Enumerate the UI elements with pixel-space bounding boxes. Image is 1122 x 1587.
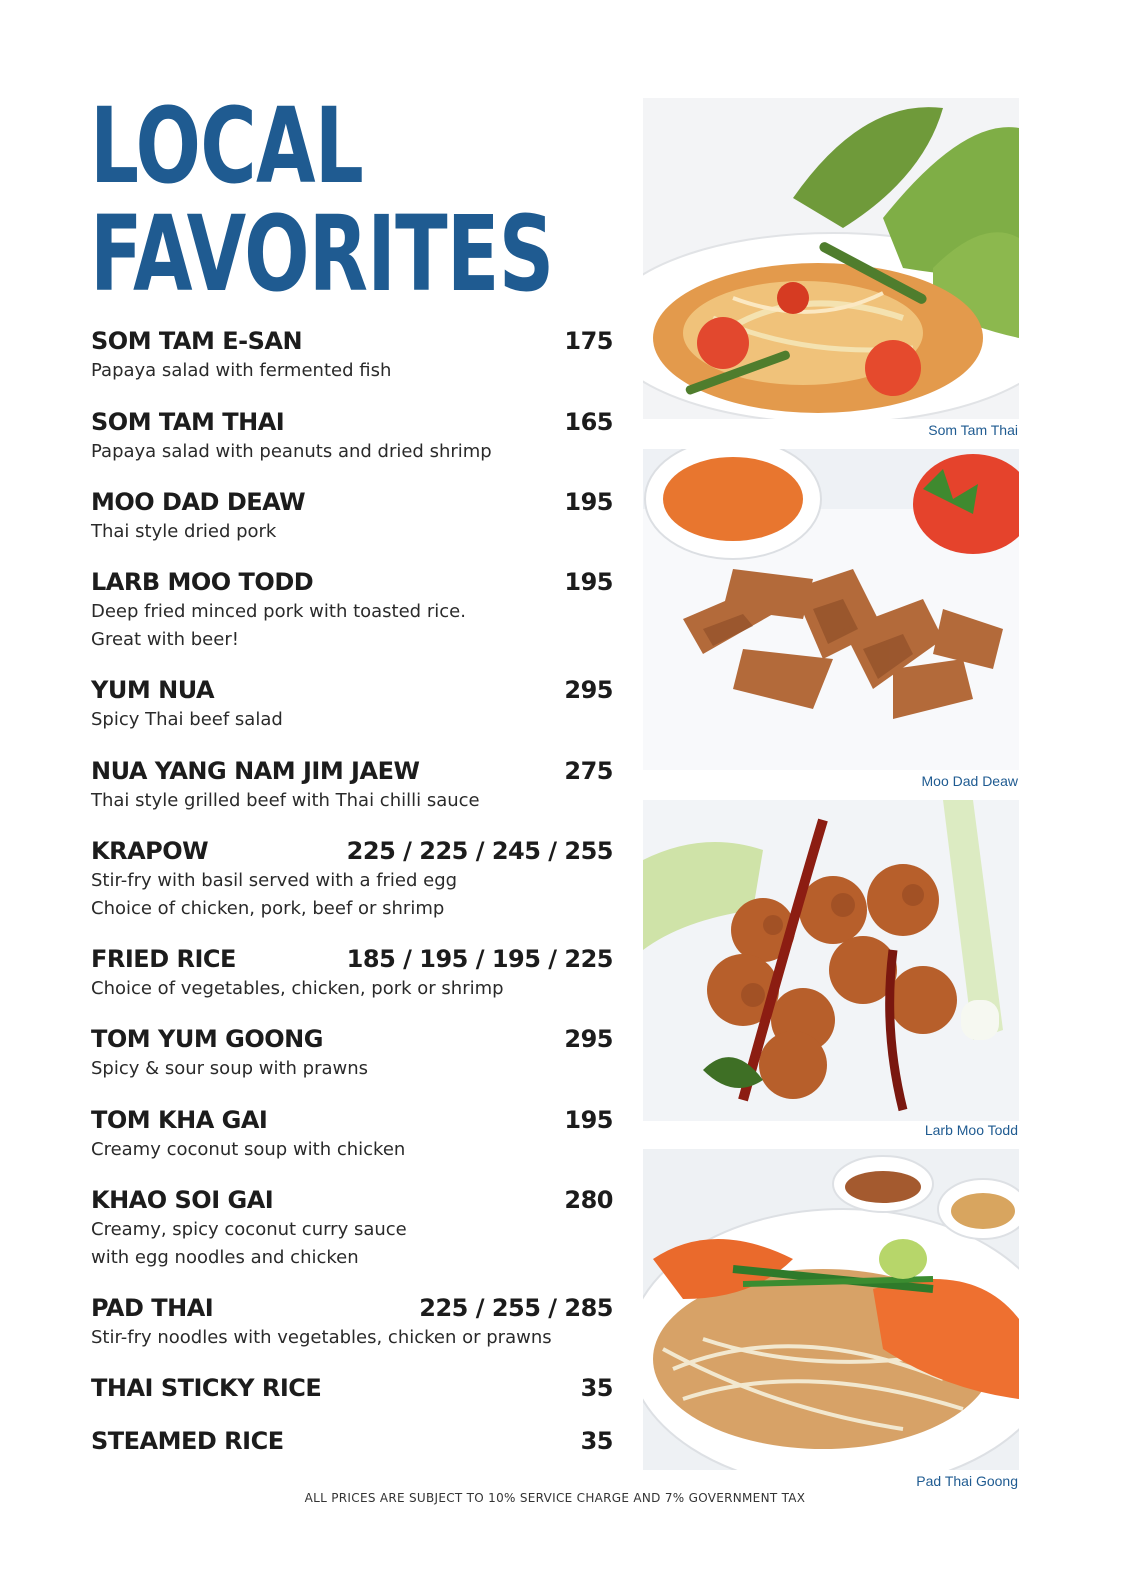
menu-item-moo-dad-deaw <box>91 486 613 566</box>
menu-item-tom-yum-goong <box>91 1023 613 1104</box>
item-description: Creamy coconut soup with chicken <box>91 1139 406 1160</box>
item-description: Thai style grilled beef with Thai chilli sauce <box>91 790 480 811</box>
photo-caption: Moo Dad Deaw <box>921 773 1018 789</box>
item-price: 185 / 195 / 195 / 225 <box>346 945 613 973</box>
item-name: SOM TAM E-SAN <box>91 327 303 355</box>
menu-item-nua-yang-nam-jim-jaew <box>91 755 613 835</box>
item-description: Choice of vegetables, chicken, pork or shrimp <box>91 978 504 999</box>
item-name: YUM NUA <box>91 676 215 704</box>
item-description: Stir-fry with basil served with a fried egg <box>91 870 458 891</box>
item-price: 195 <box>564 568 613 596</box>
item-description-line-2: Great with beer! <box>91 629 239 650</box>
item-price: 35 <box>580 1374 613 1402</box>
item-price: 225 / 225 / 245 / 255 <box>346 837 613 865</box>
title-line-1: LOCAL <box>90 85 364 207</box>
item-price: 295 <box>564 1025 613 1053</box>
item-price: 175 <box>564 327 613 355</box>
item-price: 280 <box>564 1186 613 1214</box>
item-price: 165 <box>564 408 613 436</box>
page-title <box>90 85 554 315</box>
menu-item-larb-moo-todd <box>91 566 613 674</box>
item-price: 275 <box>564 757 613 785</box>
menu-item-som-tam-e-san <box>91 325 613 406</box>
item-name: FRIED RICE <box>91 945 236 973</box>
item-price: 195 <box>564 1106 613 1134</box>
papaya-salad-photo <box>643 98 1019 419</box>
tax-disclaimer: ALL PRICES ARE SUBJECT TO 10% SERVICE CHARGE AND 7% GOVERNMENT TAX <box>304 1491 806 1505</box>
menu-item-pad-thai <box>91 1292 613 1372</box>
item-name: KRAPOW <box>91 837 209 865</box>
item-description: Thai style dried pork <box>91 521 277 542</box>
item-description: Papaya salad with peanuts and dried shrimp <box>91 441 492 462</box>
menu-item-fried-rice <box>91 943 613 1023</box>
item-price: 295 <box>564 676 613 704</box>
item-description: Deep fried minced pork with toasted rice. <box>91 601 466 622</box>
photo-caption: Som Tam Thai <box>928 422 1018 438</box>
item-description: Spicy & sour soup with prawns <box>91 1058 369 1079</box>
fried-pork-photo <box>643 449 1019 770</box>
item-name: STEAMED RICE <box>91 1427 284 1455</box>
menu-item-som-tam-thai <box>91 406 613 486</box>
item-description: Stir-fry noodles with vegetables, chicken or prawns <box>91 1327 552 1348</box>
menu-item-thai-sticky-rice <box>91 1372 613 1425</box>
item-name: KHAO SOI GAI <box>91 1186 274 1214</box>
item-price: 35 <box>580 1427 613 1455</box>
item-name: NUA YANG NAM JIM JAEW <box>91 757 420 785</box>
item-description-line-2: Choice of chicken, pork, beef or shrimp <box>91 898 445 919</box>
menu-list <box>91 325 613 1465</box>
item-name: PAD THAI <box>91 1294 214 1322</box>
item-price: 225 / 255 / 285 <box>419 1294 613 1322</box>
item-name: THAI STICKY RICE <box>91 1374 322 1402</box>
item-description: Papaya salad with fermented fish <box>91 360 392 381</box>
item-description: Creamy, spicy coconut curry sauce <box>91 1219 407 1240</box>
title-line-2: FAVORITES <box>90 193 554 315</box>
menu-item-yum-nua <box>91 674 613 755</box>
menu-item-krapow <box>91 835 613 943</box>
item-description-line-2: with egg noodles and chicken <box>91 1247 359 1268</box>
photo-caption: Larb Moo Todd <box>924 1122 1018 1138</box>
item-name: LARB MOO TODD <box>91 568 314 596</box>
item-name: TOM YUM GOONG <box>91 1025 323 1053</box>
menu-item-tom-kha-gai <box>91 1104 613 1184</box>
menu-item-khao-soi-gai <box>91 1184 613 1292</box>
pad-thai-photo <box>643 1149 1019 1470</box>
photo-caption: Pad Thai Goong <box>916 1473 1018 1489</box>
item-description: Spicy Thai beef salad <box>91 709 283 730</box>
fried-meatballs-photo <box>643 800 1019 1121</box>
item-name: TOM KHA GAI <box>91 1106 268 1134</box>
item-name: SOM TAM THAI <box>91 408 285 436</box>
item-price: 195 <box>564 488 613 516</box>
menu-item-steamed-rice <box>91 1425 613 1465</box>
item-name: MOO DAD DEAW <box>91 488 306 516</box>
